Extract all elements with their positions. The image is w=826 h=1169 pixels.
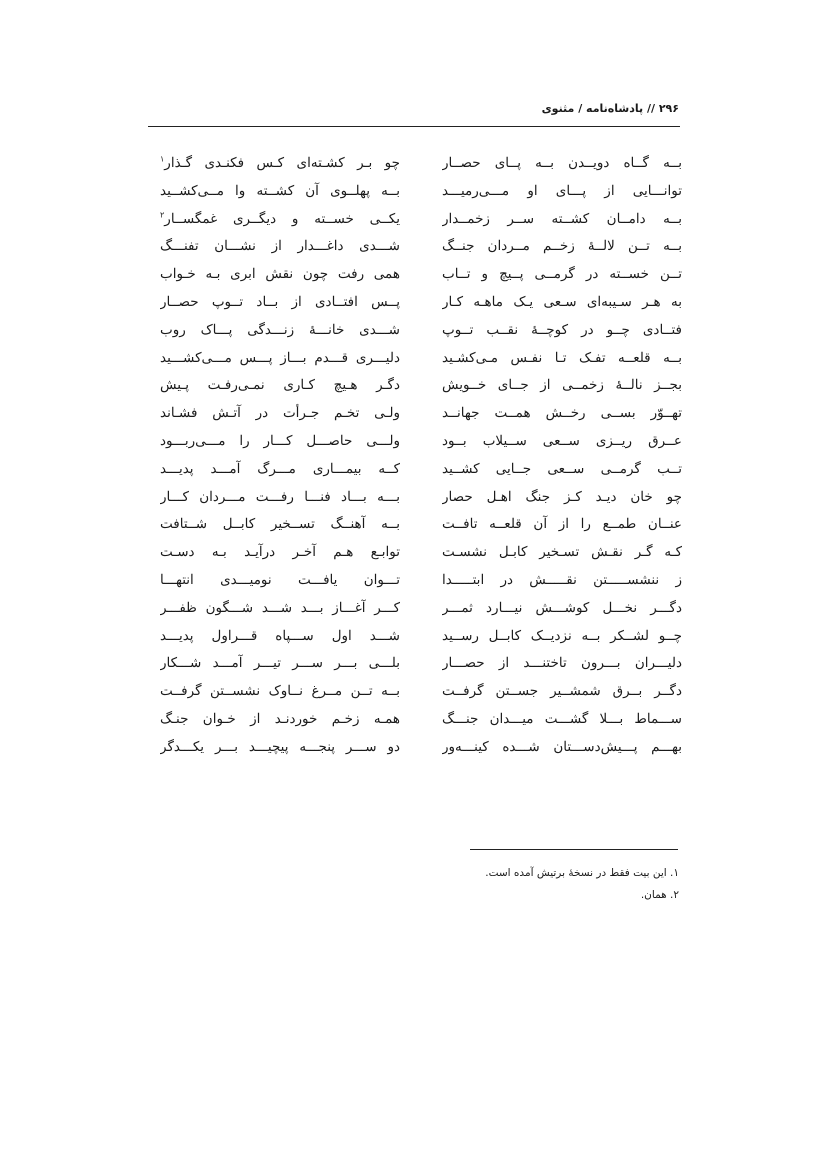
footnote-marker: ۱ (160, 154, 165, 164)
hemistich-text: ولـــی حاصـــل کـــار را مـــی‌ربـــود (160, 432, 400, 449)
footnote-rule (470, 849, 678, 850)
hemistich-first: ســـماط بـــلا گشـــت میـــدان جنـــگ (442, 710, 682, 727)
verse-row (160, 539, 682, 567)
hemistich-text: توابـع هـم آخـر درآیـد بـه دسـت (160, 544, 400, 561)
hemistich-first: دلیـــران بـــرون تاختنـــد از حصـــار (442, 655, 682, 672)
hemistich-second (160, 289, 400, 317)
hemistich-text: کـــر آغـــاز بـــد شـــد شـــگون ظفـــر (160, 599, 400, 616)
hemistich-text: شـــدی خانـــهٔ زنـــدگی پـــاک روب (160, 321, 400, 338)
hemistich-first: تــب گرمــی ســعی جــایی کشــید (442, 460, 682, 477)
verse-row (160, 567, 682, 595)
header-rule (148, 126, 680, 127)
hemistich-second (160, 623, 400, 651)
footnote-2: ۲. همان. (640, 889, 679, 901)
hemistich-first: بجــز نالــهٔ زخمــی از جــای خــویش (442, 377, 682, 394)
verse-row (160, 511, 682, 539)
hemistich-second (160, 400, 400, 428)
hemistich-first: به هـر سـیبه‌ای سـعی یـک ماهـه کـار (442, 293, 682, 310)
hemistich-text: دلیـــری قـــدم بـــاز پـــس مـــی‌کشـــید (160, 349, 400, 366)
verse-row (160, 428, 682, 456)
hemistich-second (160, 511, 400, 539)
hemistich-first: ز ننشســـــتن نقـــــش در ابتـــــدا (442, 571, 682, 588)
hemistich-first: بهـــم پـــیش‌دســـتان شـــده کینـــه‌ور (442, 738, 682, 755)
hemistich-text: شـــد اول ســـپاه قـــراول پدیـــد (160, 627, 400, 644)
hemistich-second (160, 345, 400, 373)
hemistich-second (160, 317, 400, 345)
hemistich-first: عــرق ریــزی ســعی ســیلاب بــود (442, 432, 682, 449)
verse-row (160, 372, 682, 400)
hemistich-first: چــو لشــکر بــه نزدیــک کابــل رســید (442, 627, 682, 644)
hemistich-text: شـــدی داغـــدار از نشـــان تفنـــگ (160, 238, 400, 255)
verse-row (160, 261, 682, 289)
hemistich-first: بــه قلعــه تفـک تـا نفـس مـی‌کشـید (442, 349, 682, 366)
hemistich-text: بـــه بـــاد فنـــا رفـــت مـــردان کـــار (160, 488, 400, 505)
hemistich-second (160, 150, 400, 178)
hemistich-text: بلـــی بـــر ســـر تیـــر آمـــد شـــکار (160, 655, 400, 672)
header-separator: // (643, 102, 659, 115)
verse-row (160, 484, 682, 512)
hemistich-second (160, 734, 400, 762)
verse-row (160, 650, 682, 678)
hemistich-first: تهــوّر بســی رخــش همــت جهانــد (442, 405, 682, 422)
hemistich-text: همی رفت چون نقش ابری بـه خـواب (160, 266, 400, 283)
hemistich-text: ولـی تخـم جـرأت در آتـش فشـاند (160, 405, 400, 422)
poem-body (160, 150, 682, 762)
hemistich-text: بــه پهلــوی آن کشــته وا مــی‌کشــید (160, 182, 400, 199)
hemistich-first: عنــان طمــع را از آن قلعــه تافــت (442, 516, 682, 533)
hemistich-second (160, 484, 400, 512)
hemistich-second (160, 678, 400, 706)
hemistich-first: فتــادی چــو در کوچــهٔ نقــب تــوپ (442, 321, 682, 338)
verse-row (160, 233, 682, 261)
verse-row (160, 289, 682, 317)
verse-row (160, 178, 682, 206)
hemistich-second (160, 456, 400, 484)
hemistich-second (160, 178, 400, 206)
hemistich-first: چو خان دیـد کـز جنگ اهـل حصار (442, 488, 682, 505)
hemistich-text: یکــی خســته و دیگــری غمگســار (164, 210, 400, 227)
verse-row (160, 317, 682, 345)
hemistich-first: بــه تــن لالــهٔ زخــم مــردان جنــگ (442, 238, 682, 255)
page-number: ۲۹۶ (658, 102, 679, 115)
hemistich-text: بــه تــن مــرغ نــاوک نشســتن گرفــت (160, 683, 400, 700)
verse-row (160, 623, 682, 651)
hemistich-text: کــه بیمـــاری مـــرگ آمـــد پدیـــد (160, 460, 400, 477)
hemistich-text: بــه آهنــگ تســخیر کابــل شــتافت (160, 516, 400, 533)
hemistich-first: بــه دامــان کشــته ســر زخمــدار (442, 210, 682, 227)
hemistich-first: دگــر بــرق شمشــیر جســتن گرفــت (442, 683, 682, 700)
hemistich-first: توانـــایی از پـــای او مـــی‌رمیـــد (442, 182, 682, 199)
verse-row (160, 456, 682, 484)
hemistich-first: تــن خســته در گرمــی پــیچ و تــاب (442, 266, 682, 283)
hemistich-second (160, 261, 400, 289)
hemistich-second (160, 206, 400, 234)
footnote-marker: ۲ (160, 210, 165, 220)
hemistich-text: پــس افتــادی از بــاد تــوپ حصــار (160, 293, 400, 310)
running-head (542, 102, 679, 115)
hemistich-second (160, 595, 400, 623)
verse-row (160, 678, 682, 706)
hemistich-first: دگـــر نخـــل کوشـــش نیـــارد ثمـــر (442, 599, 682, 616)
hemistich-first: بــه گــاه دویــدن بــه پــای حصــار (442, 155, 682, 171)
hemistich-text: تـــوان یافـــت نومیـــدی انتهـــا (160, 571, 400, 588)
hemistich-second (160, 372, 400, 400)
footnotes (279, 862, 679, 906)
hemistich-second (160, 567, 400, 595)
hemistich-second (160, 428, 400, 456)
hemistich-second (160, 539, 400, 567)
verse-row (160, 206, 682, 234)
hemistich-text: چو بـر کشـته‌ای کـس فکنـدی گـذار (164, 155, 400, 171)
hemistich-second (160, 706, 400, 734)
verse-row (160, 400, 682, 428)
book-title: پادشاه‌نامه / مثنوی (541, 102, 644, 115)
footnote-1: ۱. این بیت فقط در نسخهٔ برتیش آمده است. (485, 867, 679, 879)
hemistich-second (160, 233, 400, 261)
hemistich-text: دو ســـر پنجـــه پیچیـــد بـــر یکـــدگر (160, 738, 400, 755)
verse-row (160, 734, 682, 762)
verse-row (160, 595, 682, 623)
hemistich-text: همـه زخـم خوردنـد از خـوان جنـگ (160, 710, 400, 727)
verse-row (160, 706, 682, 734)
hemistich-second (160, 650, 400, 678)
verse-row (160, 345, 682, 373)
hemistich-first: کـه گـر نقـش تسـخیر کابـل نشسـت (442, 544, 682, 561)
hemistich-text: دگـر هـیچ کـاری نمـی‌رفـت پـیش (160, 377, 400, 394)
verse-row (160, 150, 682, 178)
